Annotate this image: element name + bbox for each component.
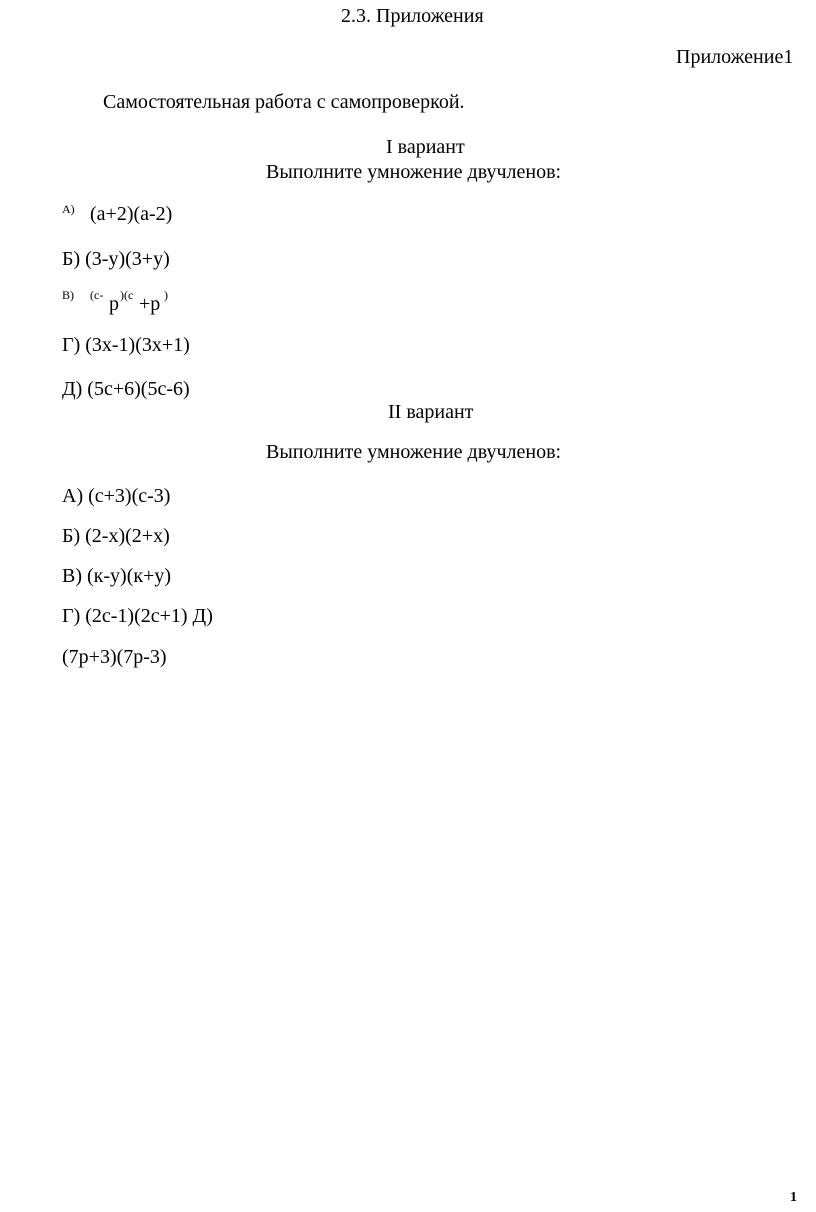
variant1-item-a-expr: (а+2)(а-2): [90, 203, 173, 225]
variant1-title: I вариант: [386, 136, 465, 158]
variant1-item-v-part3: )(с: [120, 288, 134, 302]
variant1-item-v-part5: ): [164, 288, 168, 302]
variant2-item-a: А) (с+3)(с-3): [62, 485, 171, 507]
variant1-item-g: Г) (3х-1)(3х+1): [62, 334, 190, 356]
variant1-item-v-part1: (с-: [90, 288, 104, 302]
section-title: 2.3. Приложения: [341, 5, 484, 27]
variant1-item-v-part4: +р: [139, 293, 161, 315]
variant1-instruction: Выполните умножение двучленов:: [266, 161, 562, 183]
variant2-item-d: (7р+3)(7р-3): [62, 646, 167, 668]
page-number: 1: [790, 1190, 797, 1205]
variant1-item-d: Д) (5с+6)(5с-6): [62, 378, 190, 400]
variant1-item-v-label: В): [62, 288, 74, 302]
variant1-item-v: [62, 286, 202, 316]
variant1-item-v-part2: р: [109, 293, 119, 315]
variant2-item-v: В) (к-у)(к+у): [62, 565, 172, 587]
variant2-item-b: Б) (2-х)(2+х): [62, 525, 170, 547]
appendix-label: Приложение1: [676, 46, 794, 68]
variant2-title: II вариант: [388, 401, 474, 423]
work-title: Самостоятельная работа с самопроверкой.: [103, 91, 465, 113]
variant1-item-a-label: А): [62, 202, 75, 216]
variant2-item-g: Г) (2с-1)(2с+1) Д): [62, 605, 213, 627]
variant2-instruction: Выполните умножение двучленов:: [266, 441, 562, 463]
variant1-item-b: Б) (3-у)(3+у): [62, 248, 170, 270]
